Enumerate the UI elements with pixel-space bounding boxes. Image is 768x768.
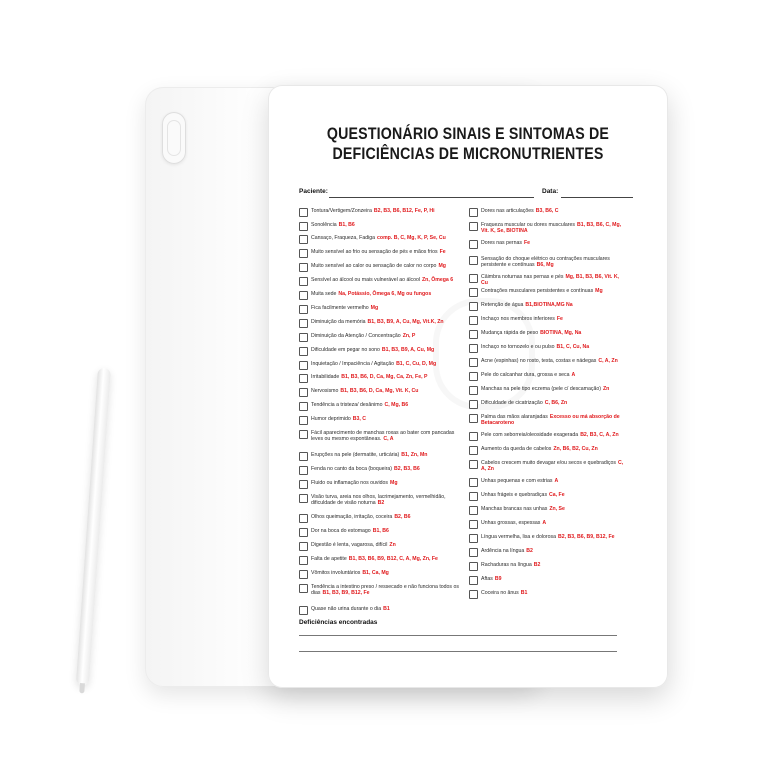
checkbox[interactable] xyxy=(299,263,308,272)
checkbox[interactable] xyxy=(299,514,308,523)
nutrient-list: B1, C, Cu, D, Mg xyxy=(396,360,437,367)
checkbox[interactable] xyxy=(469,520,478,529)
symptom-label: Tendência a tristeza/ desânimo xyxy=(311,401,383,408)
symptom-text xyxy=(481,288,627,295)
checkbox[interactable] xyxy=(469,562,478,571)
symptom-label: Unhas grossas, espessas xyxy=(481,519,541,526)
symptom-text xyxy=(311,263,459,270)
nutrient-list: Ca, Fe xyxy=(549,491,565,498)
nutrient-list: B1, C, Cu, Na xyxy=(556,343,590,350)
nutrient-list: B1, B3, B6, B9, B12, C, A, Mg, Zn, Fe xyxy=(348,555,438,562)
symptom-text xyxy=(311,416,459,423)
symptom-text xyxy=(481,478,627,485)
checkbox[interactable] xyxy=(299,277,308,286)
symptom-label: Tontura/Vertigem/Zonzeira xyxy=(311,207,372,214)
symptom-text xyxy=(481,208,627,215)
symptom-label: Unhas pequenas e com estrias xyxy=(481,477,553,484)
nutrient-list: B1, Zn, Mn xyxy=(401,451,428,458)
symptom-text xyxy=(311,388,459,395)
tablet-screen xyxy=(285,108,651,672)
nutrient-list: C, A, Zn xyxy=(598,357,618,364)
nutrient-list: Mg xyxy=(438,262,446,269)
nutrient-list: B1 xyxy=(520,589,528,596)
symptom-label: Fraqueza muscular ou dores musculares xyxy=(481,221,575,228)
checkbox[interactable] xyxy=(299,528,308,537)
nutrient-list: B2, B3, C, A, Zn xyxy=(580,431,619,438)
nutrient-list: B1, B3, B6, D, Ca, Mg, Vit. K, Cu xyxy=(340,387,419,394)
symptom-label: Sonolência xyxy=(311,221,337,228)
checkbox[interactable] xyxy=(469,400,478,409)
symptom-text xyxy=(311,466,459,473)
checkbox[interactable] xyxy=(299,249,308,258)
patient-label: Paciente: xyxy=(299,188,328,195)
checkbox[interactable] xyxy=(469,414,478,423)
checkbox[interactable] xyxy=(299,466,308,475)
checkbox[interactable] xyxy=(469,432,478,441)
symptom-text xyxy=(311,333,459,340)
symptom-label: Quase não urina durante o dia xyxy=(311,605,382,612)
nutrient-list: B2 xyxy=(377,500,385,507)
checkbox[interactable] xyxy=(299,606,308,615)
checkbox[interactable] xyxy=(299,494,308,503)
date-field[interactable] xyxy=(561,197,633,198)
checkbox[interactable] xyxy=(299,416,308,425)
patient-header xyxy=(299,188,639,200)
symptom-label: Nervosismo xyxy=(311,387,339,394)
nutrient-list: B1,BIOTINA,MG Na xyxy=(525,301,573,308)
symptom-label: Tendência a intestino preso / ressecado e não funciona todos os dias xyxy=(311,583,459,597)
symptom-label: Dor na boca do estomago xyxy=(311,527,371,534)
symptom-label: Língua vermelha, lisa e dolorosa xyxy=(481,533,556,540)
checkbox[interactable] xyxy=(299,361,308,370)
nutrient-list: B2, B3, B6 xyxy=(394,465,420,472)
symptom-text xyxy=(311,222,459,229)
checkbox[interactable] xyxy=(299,305,308,314)
symptom-text xyxy=(311,494,459,507)
checkbox[interactable] xyxy=(299,430,308,439)
nutrient-list: B1, Ca, Mg xyxy=(362,569,389,576)
symptom-label: Muito sensível ao calor ou sensação de calor no corpo xyxy=(311,262,437,269)
symptom-label: Fica facilmente vermelho xyxy=(311,304,369,311)
symptom-text xyxy=(311,570,459,577)
symptom-label: Inchaço nos membros inferiores xyxy=(481,315,555,322)
symptom-label: Visão turva, areia nos olhos, lacrimejamento, vermelhidão, dificuldade de visão noturna xyxy=(311,493,446,507)
symptom-text xyxy=(311,430,459,443)
nutrient-list: B1, B6 xyxy=(338,221,355,228)
symptom-text xyxy=(311,291,459,298)
symptom-text xyxy=(311,305,459,312)
symptom-label: Unhas frágeis e quebradiças xyxy=(481,491,548,498)
symptom-label: Aumento da queda de cabelos xyxy=(481,445,552,452)
symptom-text xyxy=(481,316,627,323)
nutrient-list: Zn, B6, B2, Cu, Zn xyxy=(553,445,598,452)
symptom-text xyxy=(481,414,627,427)
nutrient-list: B2 xyxy=(526,547,533,554)
symptom-text xyxy=(481,344,627,351)
checkbox[interactable] xyxy=(469,256,478,265)
nutrient-list: Mg xyxy=(390,479,398,486)
symptom-label: Pele do calcanhar dura, grossa e seca xyxy=(481,371,570,378)
symptom-text xyxy=(481,372,627,379)
checkbox[interactable] xyxy=(469,460,478,469)
symptom-text xyxy=(311,235,459,242)
nutrient-list: A xyxy=(542,519,547,526)
symptom-text xyxy=(481,590,627,597)
stylus-pen xyxy=(76,368,111,686)
symptom-label: Mudança rápida de peso xyxy=(481,329,539,336)
symptom-label: Olhos queimação, irritação, coceira xyxy=(311,513,393,520)
nutrient-list: Zn, Ômega 6 xyxy=(422,276,454,283)
nutrient-list: Zn xyxy=(389,541,396,548)
nutrient-list: Excesso ou má absorção de Betacaroteno xyxy=(481,413,620,427)
checkbox[interactable] xyxy=(469,534,478,543)
checkbox[interactable] xyxy=(469,222,478,231)
nutrient-list: B2, B6 xyxy=(394,513,411,520)
symptom-label: Dificuldade em pegar no sono xyxy=(311,346,380,353)
nutrient-list: A xyxy=(571,371,576,378)
nutrient-list: B2, B3, B6, B12, Fe, P, Hi xyxy=(373,207,435,214)
camera-icon xyxy=(162,112,186,164)
symptom-text xyxy=(311,528,459,535)
symptom-label: Humor deprimido xyxy=(311,415,351,422)
symptom-label: Vômitos involuntários xyxy=(311,569,361,576)
nutrient-list: Mg xyxy=(595,287,603,294)
nutrient-list: Fe xyxy=(556,315,563,322)
symptom-label: Falta de apetite xyxy=(311,555,347,562)
symptom-text xyxy=(481,492,627,499)
symptom-text xyxy=(481,386,627,393)
checkbox[interactable] xyxy=(299,235,308,244)
symptom-text xyxy=(481,240,627,247)
symptom-text xyxy=(311,374,459,381)
checkbox[interactable] xyxy=(299,402,308,411)
symptom-label: Coceira no ânus xyxy=(481,589,519,596)
symptom-text xyxy=(311,402,459,409)
symptom-label: Sensação do choque elétrico ou contrações musculares persistente e contínuas xyxy=(481,255,610,269)
symptom-label: Retenção de água xyxy=(481,301,524,308)
nutrient-list: C, A, Zn xyxy=(481,459,624,473)
checkbox[interactable] xyxy=(469,274,478,283)
nutrient-list: Fe xyxy=(523,239,531,246)
symptom-label: Palma das mãos alaranjadas xyxy=(481,413,548,420)
symptom-text xyxy=(311,556,459,563)
checkbox[interactable] xyxy=(469,358,478,367)
checkbox[interactable] xyxy=(469,506,478,515)
symptom-text xyxy=(311,249,459,256)
checkbox[interactable] xyxy=(299,333,308,342)
checkbox[interactable] xyxy=(299,388,308,397)
symptom-text xyxy=(481,274,627,287)
symptom-label: Fluido ou inflamação nos ouvidos xyxy=(311,479,388,486)
checkbox[interactable] xyxy=(299,480,308,489)
nutrient-list: B3, B6, C xyxy=(535,207,559,214)
checkbox[interactable] xyxy=(299,319,308,328)
symptom-text xyxy=(481,534,627,541)
checkbox[interactable] xyxy=(299,584,308,593)
symptom-text xyxy=(311,514,459,521)
checkbox[interactable] xyxy=(469,316,478,325)
checkbox[interactable] xyxy=(469,492,478,501)
nutrient-list: BIOTINA, Mg, Na xyxy=(540,329,582,336)
symptom-label: Fenda no canto da boca (boqueira) xyxy=(311,465,393,472)
found-deficiencies-label: Deficiências encontradas xyxy=(299,619,378,626)
nutrient-list: Mg, B1, B3, B6, Vit. K, Cu xyxy=(481,273,620,287)
symptom-label: Câimbra noturnas nas pernas e pés xyxy=(481,273,564,280)
symptom-label: Contrações musculares persistentes e contínuas xyxy=(481,287,594,294)
symptom-label: Acne (espinhas) no rosto, testa, costas e nádegas xyxy=(481,357,597,364)
nutrient-list: C, B6, Zn xyxy=(544,399,568,406)
checkbox[interactable] xyxy=(469,372,478,381)
symptom-label: Diminuição da Atenção / Concentração xyxy=(311,332,401,339)
symptom-text xyxy=(311,361,459,368)
symptom-text xyxy=(481,460,627,473)
symptom-label: Diminuição da memória xyxy=(311,318,366,325)
symptom-text xyxy=(481,256,627,269)
checkbox[interactable] xyxy=(469,478,478,487)
symptom-text xyxy=(481,222,627,235)
checkbox[interactable] xyxy=(299,452,308,461)
nutrient-list: B1, B3, B6, D, Ca, Mg, Ca, Zn, Fe, P xyxy=(341,373,428,380)
symptom-label: Aftas xyxy=(481,575,493,582)
checkbox[interactable] xyxy=(299,208,308,217)
nutrient-list: Zn xyxy=(602,385,610,392)
symptom-label: Cansaço, Fraqueza, Fadiga xyxy=(311,234,376,241)
nutrient-list: Zn, Se xyxy=(549,505,565,512)
symptom-text xyxy=(481,520,627,527)
nutrient-list: C, A xyxy=(383,436,394,443)
checkbox[interactable] xyxy=(469,344,478,353)
checkbox[interactable] xyxy=(469,288,478,297)
checkbox[interactable] xyxy=(299,374,308,383)
nutrient-list: B2, B3, B6, B9, B12, Fe xyxy=(557,533,615,540)
symptom-label: Cabelos crescem muito devagar e/ou secos e quebradiços xyxy=(481,459,616,466)
symptom-text xyxy=(311,584,459,597)
checkbox[interactable] xyxy=(469,590,478,599)
found-line[interactable] xyxy=(299,651,617,652)
checkbox[interactable] xyxy=(299,222,308,231)
document-title xyxy=(311,124,626,164)
symptom-label: Erupções na pele (dermatite, urticária) xyxy=(311,451,400,458)
nutrient-list: B3, C xyxy=(352,415,367,422)
nutrient-list: Zn, P xyxy=(402,332,416,339)
symptom-label: Fácil aparecimento de manchas roxas ao bater com pancadas leves ou mesmo espontâneas. xyxy=(311,429,455,443)
checkbox[interactable] xyxy=(299,556,308,565)
nutrient-list: B2 xyxy=(533,561,541,568)
symptom-label: Digestão é lenta, vagarosa, difícil xyxy=(311,541,388,548)
symptom-text xyxy=(481,576,627,583)
nutrient-list: B1 xyxy=(383,605,390,612)
symptom-text xyxy=(481,562,627,569)
symptom-label: Irritabilidade xyxy=(311,373,340,380)
nutrient-list: B1, B3, B9, A, Cu, Mg xyxy=(381,346,435,353)
symptom-text xyxy=(311,319,459,326)
symptom-text xyxy=(311,480,459,487)
nutrient-list: B6, Mg xyxy=(536,262,554,269)
nutrient-list: B1, B6 xyxy=(372,527,389,534)
symptom-label: Manchas na pele tipo eczema (pele c/ descamação) xyxy=(481,385,601,392)
symptom-text xyxy=(311,208,459,215)
checkbox[interactable] xyxy=(469,386,478,395)
checkbox[interactable] xyxy=(469,576,478,585)
nutrient-list: A xyxy=(554,477,559,484)
checkbox[interactable] xyxy=(469,548,478,557)
symptom-text xyxy=(481,446,627,453)
symptom-label: Sensível ao álcool ou mais vulnerável ao álcool xyxy=(311,276,421,283)
symptom-text xyxy=(481,400,627,407)
patient-field[interactable] xyxy=(329,197,534,198)
symptom-text xyxy=(311,452,459,459)
symptom-text xyxy=(481,302,627,309)
symptom-text xyxy=(481,506,627,513)
title-line-2: DEFICIÊNCIAS DE MICRONUTRIENTES xyxy=(332,145,604,163)
nutrient-list: C, Mg, B6 xyxy=(384,401,409,408)
nutrient-list: comp. B, C, Mg, K, P, Se, Cu xyxy=(377,234,446,241)
symptom-label: Inchaço no tornozelo e ou pulso xyxy=(481,343,555,350)
checkbox[interactable] xyxy=(469,330,478,339)
checkbox[interactable] xyxy=(299,347,308,356)
symptom-text xyxy=(481,432,627,439)
title-line-1: QUESTIONÁRIO SINAIS E SINTOMAS DE xyxy=(326,125,610,143)
symptom-text xyxy=(481,548,627,555)
found-line[interactable] xyxy=(299,635,617,636)
symptom-label: Pele com seborreia/oleosidade exagerada xyxy=(481,431,579,438)
checkbox[interactable] xyxy=(299,570,308,579)
symptom-text xyxy=(481,358,627,365)
nutrient-list: B1, B3, B9, B12, Fe xyxy=(322,590,370,597)
nutrient-list: Na, Potássio, Ômega 6, Mg ou fungos xyxy=(338,290,432,297)
symptom-label: Manchas brancas nas unhas xyxy=(481,505,548,512)
nutrient-list: B1, B3, B9, A, Cu, Mg, Vit.K, Zn xyxy=(367,318,444,325)
checkbox[interactable] xyxy=(469,302,478,311)
checkbox[interactable] xyxy=(299,542,308,551)
symptom-label: Ardência na língua xyxy=(481,547,525,554)
nutrient-list: B9 xyxy=(494,575,502,582)
symptom-label: Dores nas pernas xyxy=(481,239,522,246)
nutrient-list: Mg xyxy=(370,304,379,311)
symptom-label: Inquietação / Impaciência / Agitação xyxy=(311,360,395,367)
checkbox[interactable] xyxy=(469,240,478,249)
date-label: Data: xyxy=(542,188,559,195)
nutrient-list: B1, B3, B6, C, Mg, Vit. K, Se, BIOTINA xyxy=(481,221,622,235)
symptom-label: Muito sensível ao frio ou sensação de pés e mãos frios xyxy=(311,248,438,255)
symptom-text xyxy=(311,542,459,549)
checkbox[interactable] xyxy=(469,446,478,455)
checkbox[interactable] xyxy=(469,208,478,217)
symptom-text xyxy=(481,330,627,337)
nutrient-list: Fe xyxy=(439,248,446,255)
symptom-label: Dores nas articulações xyxy=(481,207,534,214)
symptom-label: Rachaduras na língua xyxy=(481,561,532,568)
checkbox[interactable] xyxy=(299,291,308,300)
symptom-label: Dificuldade de cicatrização xyxy=(481,399,543,406)
symptom-text xyxy=(311,347,459,354)
symptom-label: Muita sede xyxy=(311,290,337,297)
symptom-text xyxy=(311,606,459,613)
symptom-text xyxy=(311,277,459,284)
